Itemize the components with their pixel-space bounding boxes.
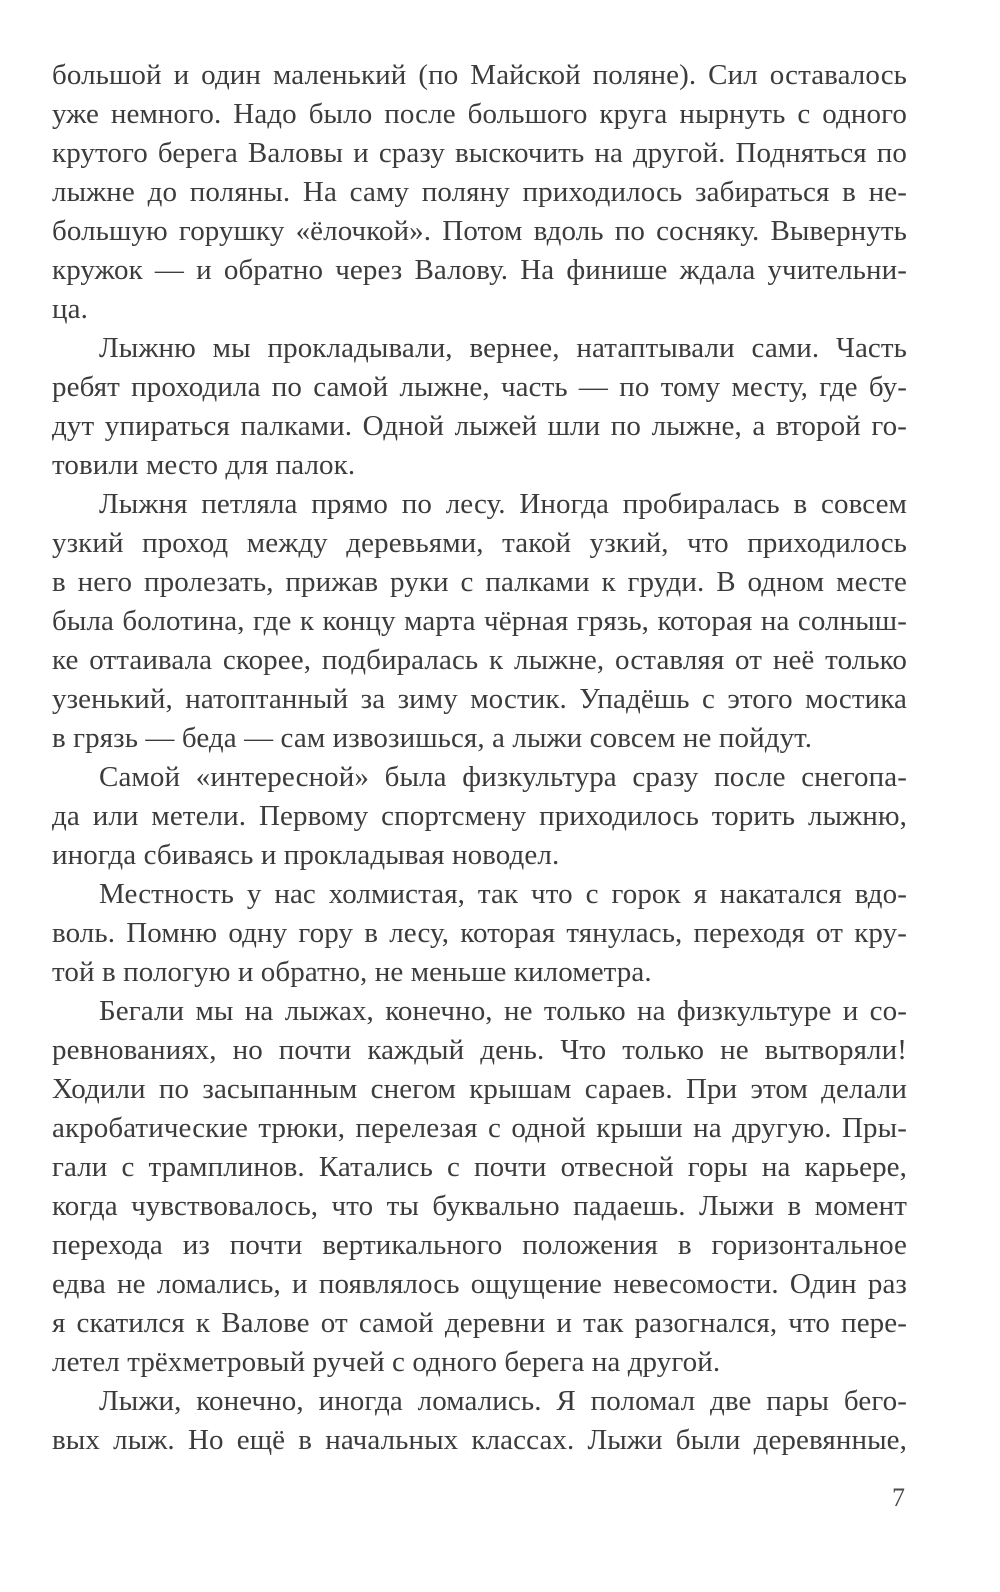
text-line: ревнованиях, но почти каждый день. Что только не вытворяли! <box>52 1034 907 1066</box>
text-line: Местность у нас холмистая, так что с горок я накатался вдо- <box>99 878 907 910</box>
text-line: большую горушку «ёлочкой». Потом вдоль по сосняку. Вывернуть <box>52 215 907 247</box>
text-line: узенький, натоптанный за зиму мостик. Упадёшь с этого мостика <box>52 683 907 715</box>
text-line: той в пологую и обратно, не меньше километра. <box>52 956 652 988</box>
text-line: ке оттаивала скорее, подбиралась к лыжне, оставляя от неё только <box>52 644 907 676</box>
text-line: дут упираться палками. Одной лыжей шли по лыжне, а второй го- <box>52 410 907 442</box>
text-line: большой и один маленький (по Майской поляне). Сил оставалось <box>52 59 907 91</box>
text-line: ца. <box>52 293 88 325</box>
page-number: 7 <box>892 1483 905 1512</box>
text-line: перехода из почти вертикального положения в горизонтальное <box>52 1229 907 1261</box>
text-line: Лыжню мы прокладывали, вернее, натаптывали сами. Часть <box>99 332 907 364</box>
text-line: акробатические трюки, перелезая с одной крыши на другую. Пры- <box>52 1112 907 1144</box>
text-line: когда чувствовалось, что ты буквально падаешь. Лыжи в момент <box>52 1190 907 1222</box>
text-line: Ходили по засыпанным снегом крышам сараев. При этом делали <box>52 1073 907 1105</box>
text-line: едва не ломались, и появлялось ощущение невесомости. Один раз <box>52 1268 907 1300</box>
text-line: лыжне до поляны. На саму поляну приходилось забираться в не- <box>52 176 907 208</box>
text-line: воль. Помню одну гору в лесу, которая тянулась, переходя от кру- <box>52 917 907 949</box>
text-line: гали с трамплинов. Катались с почти отвесной горы на карьере, <box>52 1151 907 1183</box>
text-line: была болотина, где к концу марта чёрная грязь, которая на солныш- <box>52 605 907 637</box>
text-line: в него пролезать, прижав руки с палками к груди. В одном месте <box>52 566 907 598</box>
text-line: Лыжня петляла прямо по лесу. Иногда пробиралась в совсем <box>99 488 907 520</box>
text-line: иногда сбиваясь и прокладывая новодел. <box>52 839 560 871</box>
text-line: да или метели. Первому спортсмену приходилось торить лыжню, <box>52 800 907 832</box>
text-line: летел трёхметровый ручей с одного берега на другой. <box>52 1346 721 1378</box>
page-body-text <box>52 56 907 1460</box>
text-line: в грязь — беда — сам извозишься, а лыжи совсем не пойдут. <box>52 722 813 754</box>
text-line: Самой «интересной» была физкультура сразу после снегопа- <box>99 761 907 793</box>
text-line: Бегали мы на лыжах, конечно, не только на физкультуре и со- <box>99 995 907 1027</box>
text-line: кружок — и обратно через Валову. На финише ждала учительни- <box>52 254 907 286</box>
text-line: Лыжи, конечно, иногда ломались. Я поломал две пары бего- <box>99 1385 907 1417</box>
text-line: узкий проход между деревьями, такой узкий, что приходилось <box>52 527 907 559</box>
text-line: крутого берега Валовы и сразу выскочить на другой. Подняться по <box>52 137 907 169</box>
text-line: вых лыж. Но ещё в начальных классах. Лыжи были деревянные, <box>52 1424 907 1456</box>
text-line: товили место для палок. <box>52 449 356 481</box>
text-line: уже немного. Надо было после большого круга нырнуть с одного <box>52 98 907 130</box>
text-line: я скатился к Валове от самой деревни и так разогнался, что пере- <box>52 1307 907 1339</box>
text-line: ребят проходила по самой лыжне, часть — по тому месту, где бу- <box>52 371 907 403</box>
